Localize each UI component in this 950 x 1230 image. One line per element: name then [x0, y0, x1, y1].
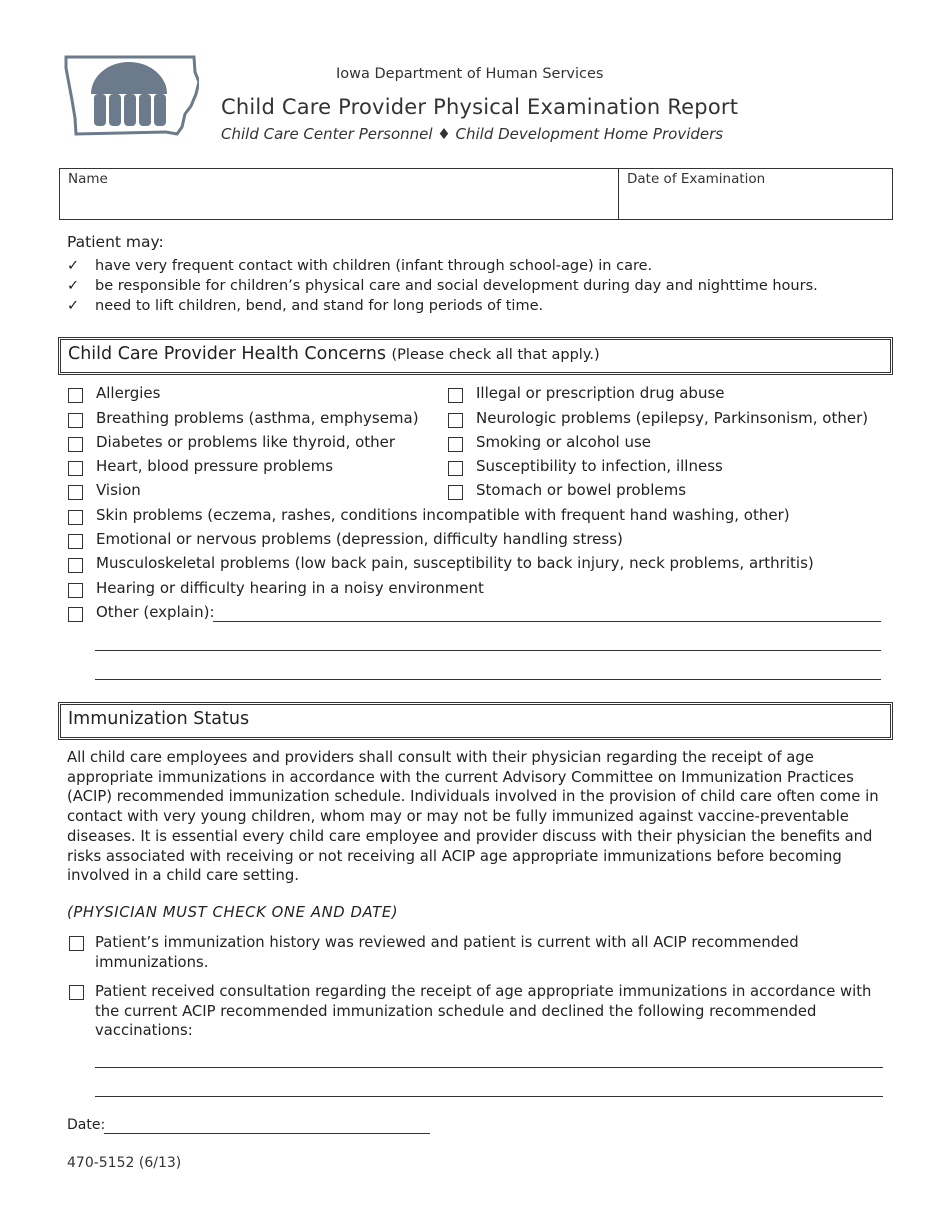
agency-name: Iowa Department of Human Services [336, 66, 604, 82]
patient-may-item: ✓ need to lift children, bend, and stand for long periods of time. [67, 298, 544, 314]
date-line[interactable] [104, 1133, 430, 1134]
name-field[interactable] [60, 169, 619, 219]
declined-vaccinations-line-1[interactable] [95, 1067, 883, 1068]
immunization-paragraph: All child care employees and providers shall consult with their physician regarding the receipt of age appropriate immunizations in accordance with the current Advisory Committee on Immunization Practices (ACIP) recommended immunization schedule. Individuals involved in the provision of child care often come in contact with very young children, whom may or may not be fully immunized against vaccine-preventable diseases. It is essential every child care employee and provider discuss with their physician the benefits and risks associated with receiving or not receiving all ACIP age appropriate immunizations before becoming involved in a child care setting. [67, 749, 879, 885]
checkbox[interactable] [448, 485, 463, 500]
section-title: Child Care Provider Health Concerns (Please check all that apply.) [68, 344, 600, 364]
checkbox[interactable] [68, 558, 83, 573]
checkbox-immunization-declined[interactable]: Patient received consultation regarding the receipt of age appropriate immunizations in accordance with the current ACIP recommended immunization schedule and declined the following recommended vaccinations: [67, 982, 887, 1041]
section-title: Immunization Status [68, 709, 250, 729]
other-explain-line-2[interactable] [95, 650, 881, 651]
form-title: Child Care Provider Physical Examination Report [221, 95, 739, 119]
checkbox[interactable] [68, 510, 83, 525]
section-note: (Please check all that apply.) [391, 347, 600, 363]
checkmark-icon: ✓ [67, 258, 80, 274]
checkbox[interactable] [69, 936, 84, 951]
patient-may-item: ✓ have very frequent contact with children (infant through school-age) in care. [67, 258, 653, 274]
name-label: Name [68, 171, 108, 187]
checkbox[interactable] [69, 985, 84, 1000]
date-label: Date: [67, 1117, 106, 1133]
other-explain-line-3[interactable] [95, 679, 881, 680]
declined-vaccinations-line-2[interactable] [95, 1096, 883, 1097]
checkmark-icon: ✓ [67, 298, 80, 314]
checkbox[interactable] [68, 534, 83, 549]
exam-date-label: Date of Examination [627, 171, 766, 187]
form-subtitle: Child Care Center Personnel ♦ Child Development Home Providers [221, 125, 724, 143]
health-concerns-header [58, 337, 893, 375]
checkbox[interactable] [448, 413, 463, 428]
patient-may-heading: Patient may: [67, 233, 164, 251]
checkbox[interactable] [68, 437, 83, 452]
exam-date-field[interactable] [619, 169, 892, 219]
immunization-header [58, 702, 893, 740]
checkbox[interactable] [68, 607, 83, 622]
physician-instruction: (PHYSICIAN MUST CHECK ONE AND DATE) [67, 904, 399, 921]
checkbox[interactable] [448, 388, 463, 403]
checkbox[interactable] [68, 413, 83, 428]
checkbox[interactable] [68, 485, 83, 500]
form-number: 470-5152 (6/13) [67, 1155, 182, 1171]
checkbox[interactable] [448, 437, 463, 452]
patient-may-item: ✓ be responsible for children’s physical care and social development during day and nighttime hours. [67, 278, 818, 294]
other-explain-line-1[interactable] [213, 621, 881, 622]
checkbox[interactable] [68, 583, 83, 598]
checkbox-immunization-current[interactable]: Patient’s immunization history was reviewed and patient is current with all ACIP recommended immunizations. [67, 933, 887, 972]
checkbox[interactable] [448, 461, 463, 476]
iowa-dhs-logo [63, 54, 199, 140]
checkbox[interactable] [68, 388, 83, 403]
name-date-box [59, 168, 893, 220]
checkbox[interactable] [68, 461, 83, 476]
checkmark-icon: ✓ [67, 278, 80, 294]
